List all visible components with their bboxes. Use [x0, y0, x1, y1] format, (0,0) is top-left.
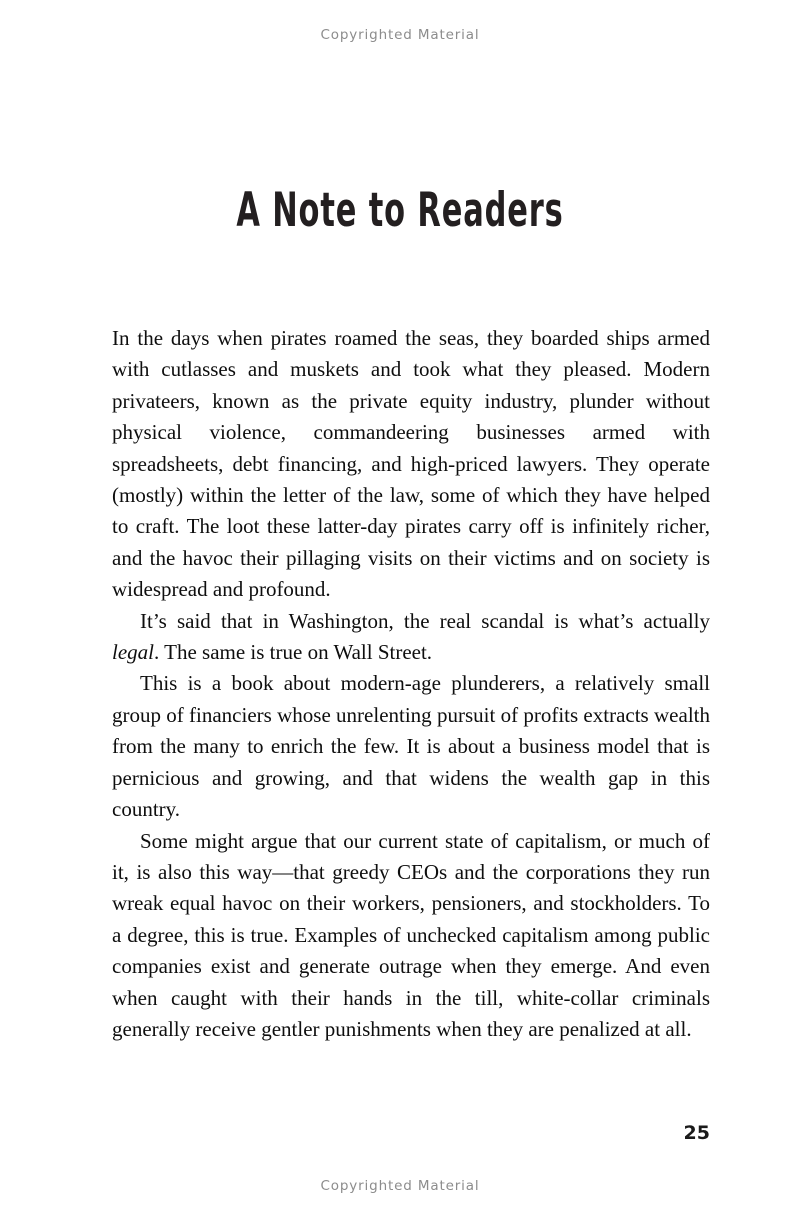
paragraph-2	[112, 606, 710, 669]
paragraph-2-text-after-italic: . The same is true on Wall Street.	[154, 640, 433, 665]
copyright-watermark-top: Copyrighted Material	[320, 27, 480, 43]
paragraph-2-italic-term: legal	[112, 640, 154, 665]
body-text-block	[112, 323, 710, 1045]
paragraph-1: In the days when pirates roamed the seas, they boarded ships armed with cutlasses and muskets and took what they pleased. Modern privateers, known as the private equity industry, plunder without physical violence, commandeering businesses armed with spreadsheets, debt financing, and high-priced lawyers. They operate (mostly) within the letter of the law, some of which they have helped to craft. The loot these latter-day pirates carry off is infinitely richer, and the havoc their pillaging visits on their victims and on society is widespread and profound.	[112, 326, 710, 602]
page-title: A Note to Readers	[236, 183, 564, 239]
copyright-watermark-bottom: Copyrighted Material	[320, 1178, 480, 1194]
page-number: 25	[683, 1122, 710, 1144]
paragraph-2-text-before-italic: It’s said that in Washington, the real scandal is what’s actually	[140, 608, 710, 633]
paragraph-3: This is a book about modern-age plunderers, a relatively small group of financiers whose unrelenting pursuit of profits extracts wealth from the many to enrich the few. It is about a business model that is pernicious and growing, and that widens the wealth gap in this country.	[112, 671, 710, 822]
paragraph-4: Some might argue that our current state of capitalism, or much of it, is also this way—that greedy CEOs and the corporations they run wreak equal havoc on their workers, pensioners, and stockholders. To a degree, this is true. Examples of unchecked capitalism among public companies exist and generate outrage when they emerge. And even when caught with their hands in the till, white-collar criminals generally receive gentler punishments when they are penalized at all.	[112, 828, 710, 1041]
